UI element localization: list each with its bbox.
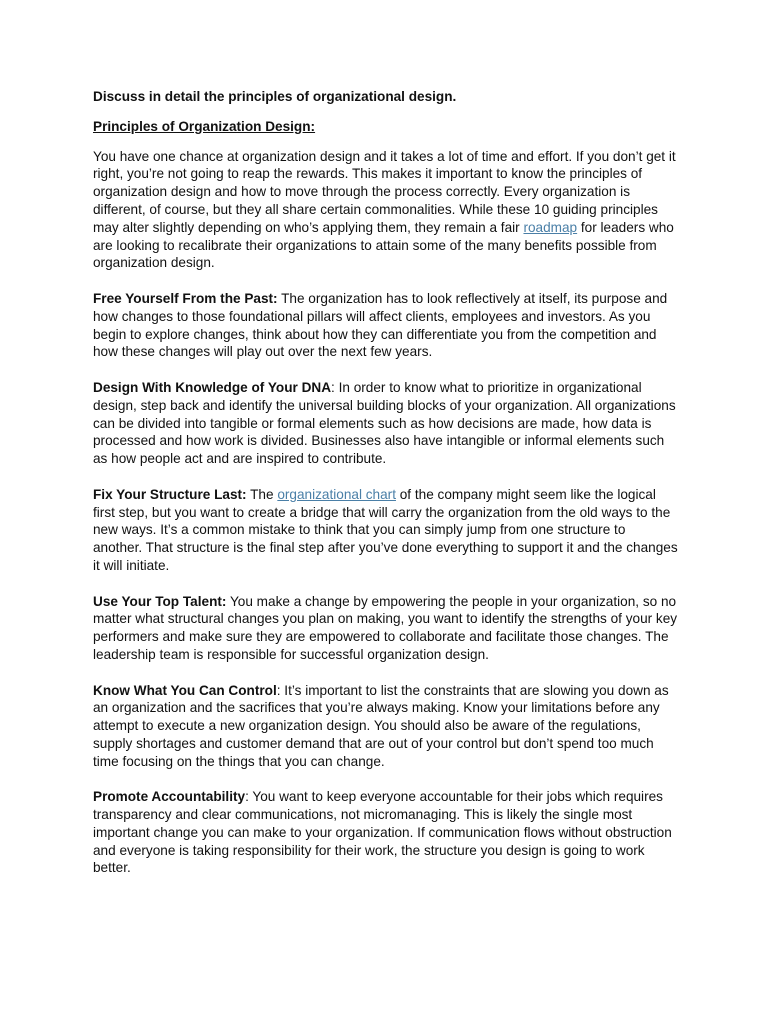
- principle-title: Design With Knowledge of Your DNA: [93, 379, 332, 395]
- principle-title: Promote Accountability: [93, 789, 246, 805]
- principle-text: of the company might seem like the logical first step, but you want to create a bridge that will carry the organization from the old ways to the new ways. It’s a common mistake to think that you can simply jump from one structure to another. That structure is the final step after you’ve done everything to support it and the changes it will initiate.: [93, 486, 678, 573]
- principle-text: : It’s important to list the constraints that are slowing you down as an organization and the sacrifices that you’re always making. Know your limitations before any attempt to execute a new organization design. You should also be aware of the regulations, supply shortages and customer demand that are out of your control but don’t spend too much time focusing on the things that you can change.: [93, 682, 669, 769]
- principle-text: You make a change by empowering the people in your organization, so no matter what structural changes you plan on making, you want to identify the strengths of your key performers and make sure they are empowered to collaborate and facilitate those changes. The leadership team is responsible for successful organization design.: [93, 593, 678, 662]
- principle-title: Fix Your Structure Last:: [93, 486, 247, 502]
- section-heading: Principles of Organization Design:: [93, 118, 316, 134]
- intro-paragraph: [93, 148, 678, 273]
- intro-text-after-link: for leaders who are looking to recalibrate their organizations to attain some of the many benefits possible from organization design.: [93, 219, 674, 271]
- principle-title: Use Your Top Talent:: [93, 593, 227, 609]
- intro-text-before-link: You have one chance at organization design and it takes a lot of time and effort. If you don’t get it right, you’re not going to reap the rewards. This makes it important to know the principles of organization design and how to move through the process correctly. Every organization is different, of course, but they all share certain commonalities. While these 10 guiding principles may alter slightly depending on who’s applying them, they remain a fair: [93, 148, 676, 235]
- principle-title: Free Yourself From the Past:: [93, 290, 278, 306]
- principle-pre-link-text: The: [246, 486, 278, 502]
- principle-paragraph: [93, 486, 678, 575]
- principle-paragraph: [93, 379, 678, 468]
- principle-text: : You want to keep everyone accountable for their jobs which requires transparency and clear communications, not micromanaging. This is likely the single most important change you can make to your organization. If communication flows without obstruction and everyone is taking responsibility for their work, the structure you design is going to work better.: [93, 789, 672, 876]
- principle-text: The organization has to look reflectively at itself, its purpose and how changes to those foundational pillars will affect clients, employees and investors. As you begin to explore changes, think about how they can differentiate you from the competition and how these changes will play out over the next few years.: [93, 290, 668, 360]
- principle-title: Know What You Can Control: [93, 682, 277, 698]
- principle-paragraph: [93, 593, 678, 664]
- principle-paragraph: [93, 682, 678, 771]
- question-title: Discuss in detail the principles of organizational design.: [93, 89, 457, 104]
- roadmap-link[interactable]: roadmap: [523, 219, 578, 235]
- organizational-chart-link[interactable]: organizational chart: [277, 486, 396, 502]
- principle-text: : In order to know what to prioritize in organizational design, step back and identify the universal building blocks of your organization. All organizations can be divided into tangible or formal elements such as how decisions are made, how data is processed and how work is divided. Businesses also have intangible or informal elements such as how people act and are inspired to contribute.: [93, 379, 676, 467]
- principle-paragraph: [93, 788, 678, 877]
- principle-paragraph: [93, 290, 678, 361]
